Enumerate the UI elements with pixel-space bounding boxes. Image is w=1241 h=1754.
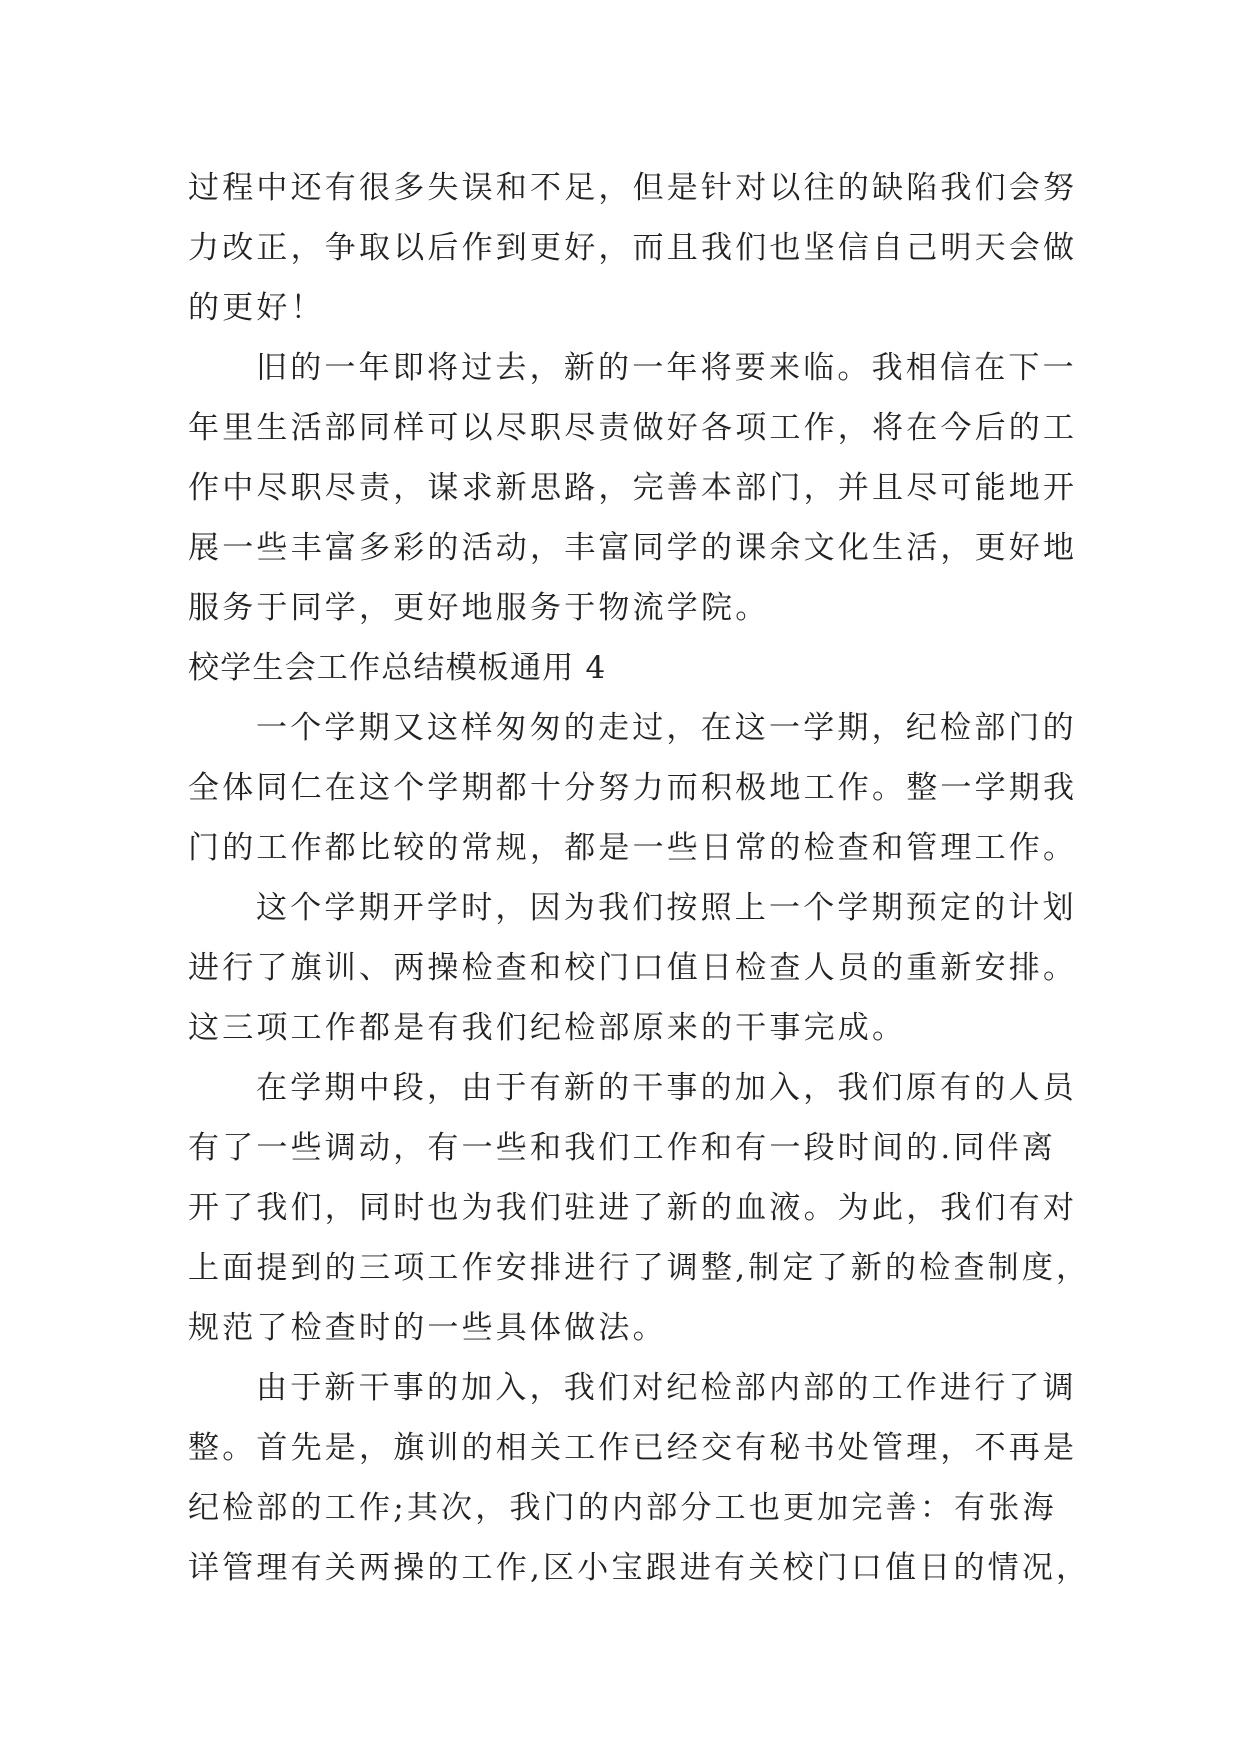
text-line: 纪检部的工作;其次，我门的内部分工也更加完善：有张海 xyxy=(188,1490,1057,1526)
text-line: 过程中还有很多失误和不足，但是针对以往的缺陷我们会努 xyxy=(188,170,1078,206)
text-line: 进行了旗训、两操检查和校门口值日检查人员的重新安排。 xyxy=(188,950,1078,986)
text-line: 有了一些调动，有一些和我们工作和有一段时间的.同伴离 xyxy=(188,1130,1057,1166)
text-line: 作中尽职尽责，谋求新思路，完善本部门，并且尽可能地开 xyxy=(188,470,1078,506)
text-line: 这三项工作都是有我们纪检部原来的干事完成。 xyxy=(188,1010,907,1046)
text-line: 校学生会工作总结模板通用 4 xyxy=(188,650,607,686)
paragraph xyxy=(188,878,1078,1058)
text-line: 一个学期又这样匆匆的走过，在这一学期，纪检部门的 xyxy=(256,710,1077,746)
text-line: 年里生活部同样可以尽职尽责做好各项工作，将在今后的工 xyxy=(188,410,1078,446)
text-line: 服务于同学，更好地服务于物流学院。 xyxy=(188,590,770,626)
text-line: 详管理有关两操的工作,区小宝跟进有关校门口值日的情况， xyxy=(188,1550,1091,1586)
text-line: 这个学期开学时，因为我们按照上一个学期预定的计划 xyxy=(256,890,1077,926)
text-line: 门的工作都比较的常规，都是一些日常的检查和管理工作。 xyxy=(188,830,1078,866)
text-line: 力改正，争取以后作到更好，而且我们也坚信自己明天会做 xyxy=(188,230,1078,266)
text-line: 整。首先是，旗训的相关工作已经交有秘书处管理，不再是 xyxy=(188,1430,1078,1466)
text-line: 旧的一年即将过去，新的一年将要来临。我相信在下一 xyxy=(256,350,1077,386)
text-line: 由于新干事的加入，我们对纪检部内部的工作进行了调 xyxy=(256,1370,1077,1406)
text-line: 展一些丰富多彩的活动，丰富同学的课余文化生活，更好地 xyxy=(188,530,1078,566)
paragraph xyxy=(188,1358,1091,1598)
document-body xyxy=(188,158,1091,1598)
paragraph xyxy=(188,338,1078,638)
text-line: 开了我们，同时也为我们驻进了新的血液。为此，我们有对 xyxy=(188,1190,1078,1226)
text-line: 规范了检查时的一些具体做法。 xyxy=(188,1310,667,1346)
text-line: 全体同仁在这个学期都十分努力而积极地工作。整一学期我 xyxy=(188,770,1078,806)
paragraph xyxy=(188,698,1078,878)
paragraph xyxy=(188,158,1078,338)
text-line: 的更好！ xyxy=(188,290,325,326)
section-heading xyxy=(188,638,1068,698)
text-line: 在学期中段，由于有新的干事的加入，我们原有的人员 xyxy=(256,1070,1077,1106)
paragraph xyxy=(188,1058,1091,1358)
text-line: 上面提到的三项工作安排进行了调整,制定了新的检查制度， xyxy=(188,1250,1091,1286)
